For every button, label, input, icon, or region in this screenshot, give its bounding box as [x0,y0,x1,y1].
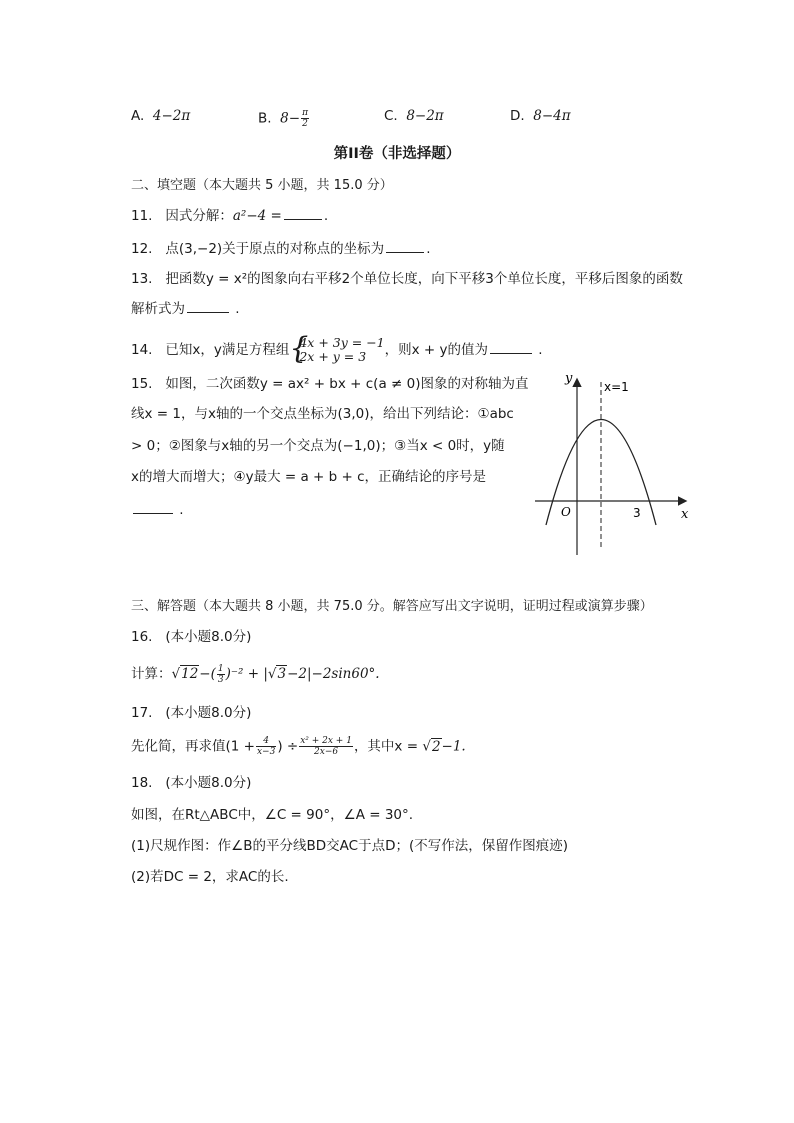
equation-system [289,331,385,366]
denominator: 2x−6 [314,747,339,757]
numerator: 4 [256,736,276,747]
option-value: 4−2π [152,108,191,124]
question-number: 15. [131,376,153,392]
math-expr: a²−4 = [232,208,282,224]
option-c [384,108,444,124]
question-number: 14. [131,342,153,358]
answer-blank [490,341,532,354]
score-note: (本小题8.0分) [165,629,252,645]
option-letter: C. [384,108,398,124]
question-text: 如图，在Rt△ABC中，∠C = 90°，∠A = 30°. [131,807,414,823]
option-a [131,108,190,124]
question-15 [131,374,528,394]
question-text: 点(3,−2)关于原点的对称点的坐标为 [165,241,385,257]
math-expr: √12−( $\frac{1}{3}$ )⁻² + |√3−2|−2sin60°. [171,664,380,685]
option-letter: B. [258,110,272,127]
question-18 [131,773,251,793]
question-13-cont: 解析式为 . [131,301,240,317]
question-16 [131,627,251,647]
question-text: 已知x，y满足方程组 [165,342,290,358]
question-text: ，则x + y的值为 [384,342,489,358]
question-text: (2)若DC = 2，求AC的长. [131,869,289,885]
fraction [301,108,309,129]
option-value: 8− [280,110,301,127]
question-number: 17. [131,705,153,721]
answer-line: . [131,500,184,520]
score-note: (本小题8.0分) [165,775,252,791]
expr-part: −2|−2sin60°. [287,666,380,682]
radicand: 2 [431,738,441,755]
denominator: 2 [302,119,308,129]
radicand: 12 [181,666,199,682]
question-text: 解析式为 [131,301,185,317]
question-text: 因式分解： [165,208,233,224]
question-number: 13. [131,271,153,287]
expr-part: ) ÷ [277,738,299,755]
y-axis-label: y [565,371,573,386]
question-12: 12. 点(3,−2)关于原点的对称点的坐标为 . [131,241,431,257]
equation: 4x + 3y = −1 [299,335,385,350]
math-expr: √2−1. [422,738,466,755]
root-label: 3 [633,506,641,520]
expr-part: −( [199,666,216,682]
origin-label: O [561,505,571,519]
question-number: 16. [131,629,153,645]
question-text: 如图，二次函数y = ax² + bx + c(a ≠ 0)图象的对称轴为直 [165,376,529,392]
question-text: 把函数y = x²的图象向右平移2个单位长度，向下平移3个单位长度，平移后图象的函数 [165,271,683,287]
option-d [510,108,571,124]
parabola-graph [530,370,700,560]
option-letter: A. [131,108,145,124]
section-heading: 三、解答题（本大题共 8 小题，共 75.0 分。解答应写出文字说明，证明过程或演算步骤） [131,599,653,614]
fraction [299,736,353,757]
question-17-body [131,736,466,757]
numerator: x² + 2x + 1 [300,736,352,746]
numerator: 1 [217,664,224,674]
question-text: x的增大而增大；④y最大 = a + b + c，正确结论的序号是 [131,469,487,485]
equation: 2x + y = 3 [299,349,367,364]
answer-blank [187,300,229,313]
question-text: (1)尺规作图：作∠B的平分线BD交AC于点D；(不写作法，保留作图痕迹) [131,838,568,854]
expr-part: −1. [441,738,466,755]
expr-part: )⁻² + | [225,666,268,682]
question-text: 线x = 1，与x轴的一个交点坐标为(3,0)，给出下列结论：①abc [131,406,514,422]
question-text: ，其中x = [353,738,419,755]
question-number: 11. [131,208,153,224]
denominator: 3 [217,675,224,685]
option-value: 8−4π [533,108,571,124]
question-14: 14. 已知x，y满足方程组 { 4x + 3y = −1 2x + y = 3 ，则x + y的值为 . [131,331,543,366]
score-note: (本小题8.0分) [165,705,252,721]
answer-blank [133,501,173,514]
question-text: > 0；②图象与x轴的另一个交点为(−1,0)；③当x < 0时，y随 [131,438,505,454]
question-13 [131,269,683,289]
question-11: 11. 因式分解：a²−4 = . [131,208,329,224]
question-17 [131,703,251,723]
question-number: 12. [131,241,153,257]
fraction [256,736,276,757]
question-16-body [131,664,380,685]
question-text: 先化简，再求值(1 + [131,738,255,755]
part-title: 第II卷（非选择题） [333,146,461,162]
numerator: π [302,108,308,118]
option-value: 8−2π [406,108,444,124]
denominator: x−3 [256,747,276,757]
x-axis-label: x [681,507,689,522]
option-b [258,108,310,129]
answer-blank [386,240,424,253]
symmetry-label: x=1 [604,380,629,394]
option-letter: D. [510,108,525,124]
answer-blank [284,207,322,220]
brace-icon: { [289,331,309,366]
question-text: 计算： [131,666,172,682]
section-heading: 二、填空题（本大题共 5 小题，共 15.0 分） [131,178,393,193]
question-number: 18. [131,775,153,791]
fraction [217,664,225,685]
radicand: 3 [277,666,287,682]
